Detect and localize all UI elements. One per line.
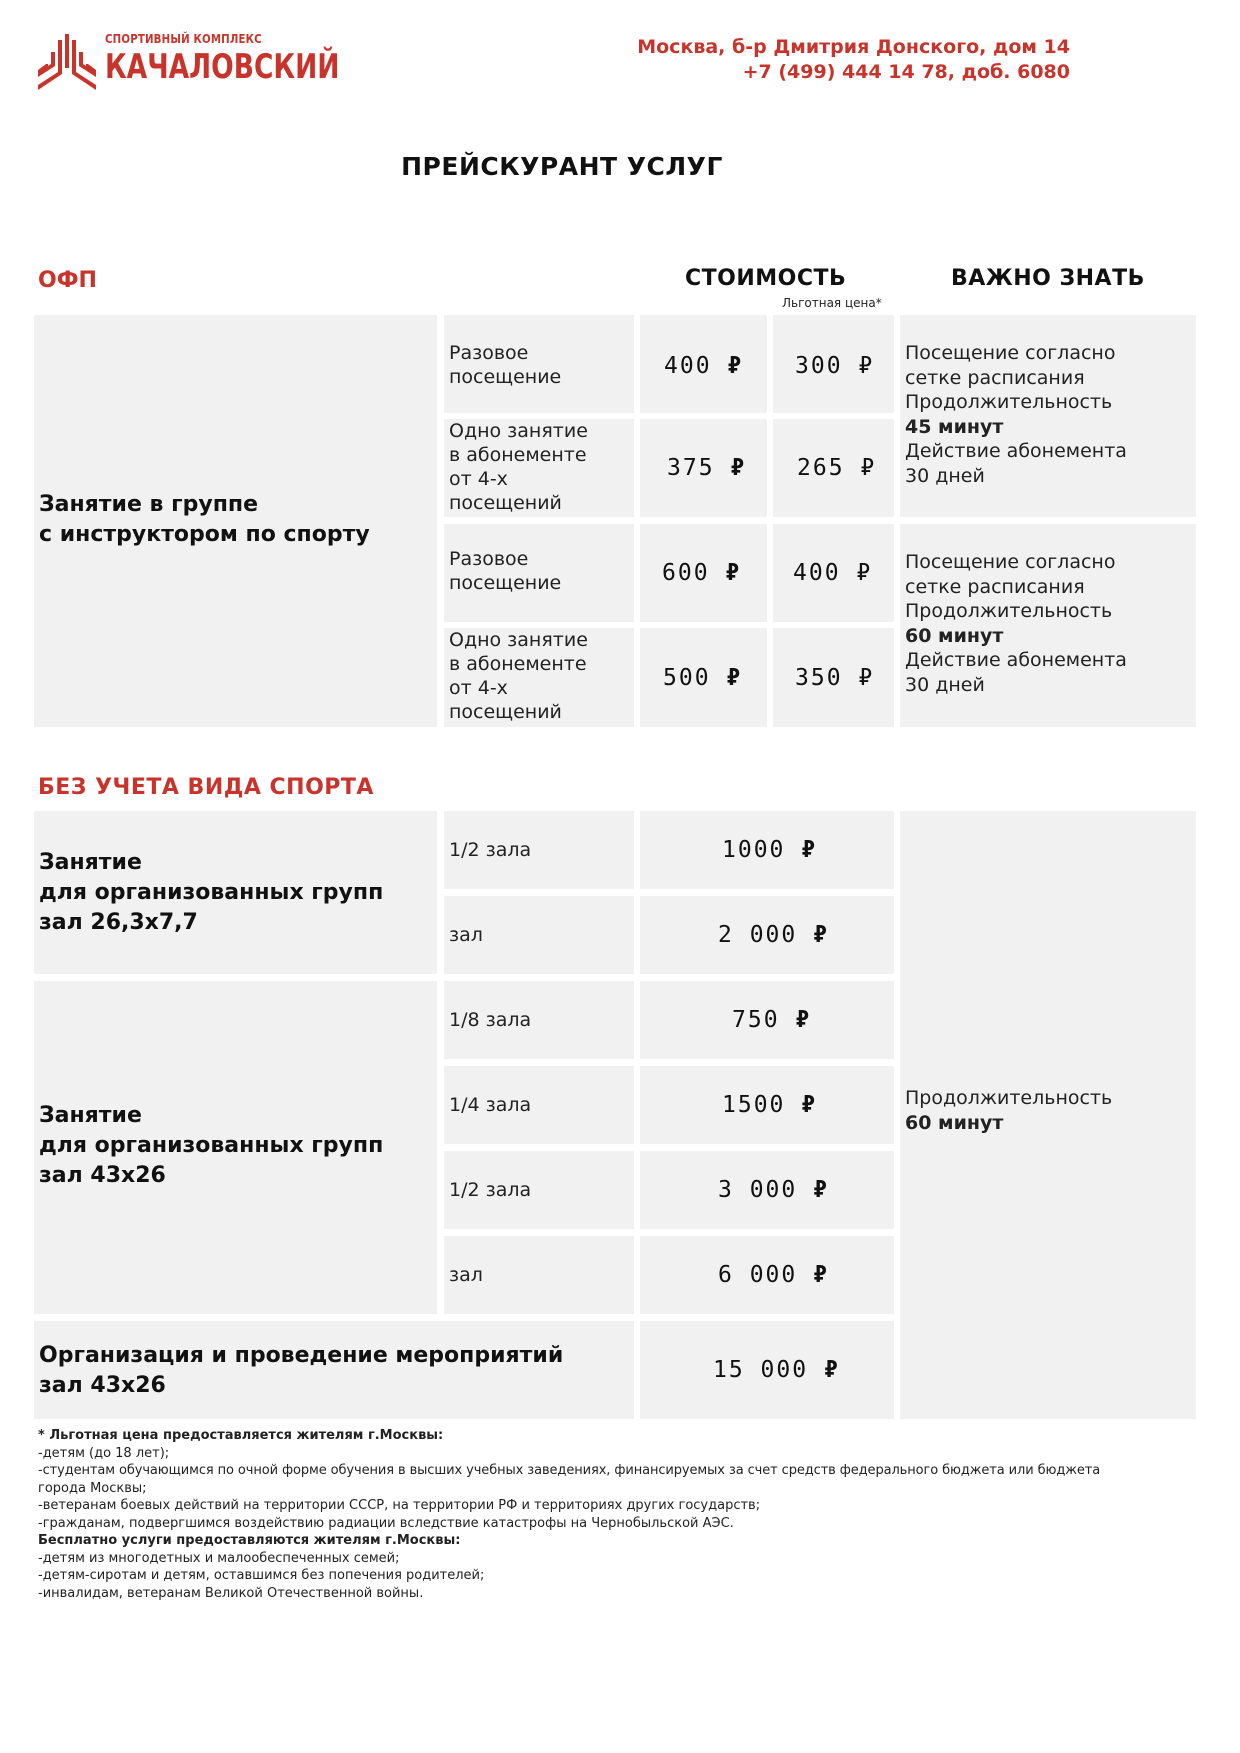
- ofp-row3-discount: 400: [793, 560, 841, 586]
- ofp-row4-price: 500: [663, 665, 711, 691]
- footnote-item: -гражданам, подвергшимся воздействию радиации вследствие катастрофы на Чернобыльской АЭС.: [38, 1515, 734, 1531]
- ofp-row2-label-cell: [444, 419, 634, 517]
- footnote-item: -детям (до 18 лет);: [38, 1445, 170, 1461]
- group1-line1: Занятие: [39, 850, 142, 875]
- general-info-duration: 60 минут: [905, 1111, 1004, 1134]
- column-cost-header: СТОИМОСТЬ: [685, 266, 847, 291]
- hall-row2-label: зал: [449, 924, 483, 946]
- ofp-info2-line1: Посещение согласно: [905, 551, 1116, 573]
- hall-row5-label: 1/2 зала: [449, 1179, 532, 1201]
- ofp-row3-label-cell: [444, 524, 634, 622]
- hall-row2-label-cell: [444, 896, 634, 974]
- group1-line3: зал 26,3х7,7: [39, 910, 198, 935]
- ofp-row4-discount-cell: [773, 628, 894, 727]
- hall-row3-label-cell: [444, 981, 634, 1059]
- ofp-row4-discount: 350: [795, 665, 843, 691]
- logo: [38, 32, 338, 94]
- hall-row3-label: 1/8 зала: [449, 1009, 532, 1031]
- event-line1: Организация и проведение мероприятий: [39, 1343, 564, 1368]
- ruble-icon: ₽: [801, 1092, 818, 1118]
- hall-row3-price-cell: [640, 981, 894, 1059]
- hall-row6-price-cell: [640, 1236, 894, 1314]
- ofp-row3-discount-cell: [773, 524, 894, 622]
- hall-row4-price-cell: [640, 1066, 894, 1144]
- ofp-info1-line3: Продолжительность: [905, 391, 1113, 413]
- ofp-row1-price: 400: [664, 353, 712, 379]
- group2-service-cell: [34, 981, 437, 1314]
- ofp-row2-label: Одно занятие в абонементе от 4-х посещений: [449, 420, 588, 514]
- section-ofp-title: ОФП: [38, 268, 97, 293]
- ofp-info2-line6: 30 дней: [905, 673, 985, 696]
- ofp-row2-price: 375: [667, 455, 715, 481]
- column-info-header: ВАЖНО ЗНАТЬ: [951, 266, 1145, 291]
- hall-row3-price: 750: [732, 1007, 780, 1033]
- ofp-row1-discount: 300: [795, 353, 843, 379]
- event-line2: зал 43х26: [39, 1373, 166, 1398]
- event-price-cell: [640, 1321, 894, 1419]
- ofp-info2-line2: сетке расписания: [905, 575, 1085, 598]
- logo-subtitle: СПОРТИВНЫЙ КОМПЛЕКС: [105, 32, 262, 46]
- ruble-icon: ₽: [858, 665, 875, 691]
- ofp-info2-line5: Действие абонемента: [905, 649, 1127, 671]
- ofp-info1-line2: сетке расписания: [905, 366, 1085, 389]
- hall-row5-price: 3 000: [718, 1177, 798, 1203]
- ofp-row2-discount-cell: [773, 419, 894, 517]
- hall-row1-price-cell: [640, 811, 894, 889]
- ofp-row3-price: 600: [662, 560, 710, 586]
- ofp-info1-cell: [900, 315, 1196, 517]
- hall-row1-label: 1/2 зала: [449, 839, 532, 861]
- ruble-icon: ₽: [813, 1262, 829, 1288]
- ofp-row1-price-cell: [640, 315, 767, 413]
- ruble-icon: ₽: [795, 1007, 812, 1033]
- footnotes: [38, 1427, 1208, 1602]
- footnote-item: -инвалидам, ветеранам Великой Отечественной войны.: [38, 1585, 424, 1601]
- hall-row2-price: 2 000: [718, 922, 798, 948]
- footnote-item: -детям-сиротам и детям, оставшимся без попечения родителей;: [38, 1568, 485, 1583]
- ofp-row4-price-cell: [640, 628, 767, 727]
- hall-row5-price-cell: [640, 1151, 894, 1229]
- ofp-service-line2: с инструктором по спорту: [39, 522, 370, 547]
- page-title: ПРЕЙСКУРАНТ УСЛУГ: [401, 152, 723, 181]
- ofp-info2-line3: Продолжительность: [905, 600, 1113, 622]
- group2-line2: для организованных групп: [39, 1133, 384, 1158]
- logo-emblem-icon: [38, 34, 96, 92]
- footnote-item: -студентам обучающимся по очной форме обучения в высших учебных заведениях, финансируемых за счет средств федерального бюджета или бюджета: [38, 1463, 1101, 1478]
- ofp-row1-discount-cell: [773, 315, 894, 413]
- phone: +7 (499) 444 14 78, доб. 6080: [742, 61, 1070, 83]
- ofp-service-line1: Занятие в группе: [39, 492, 259, 517]
- hall-row5-label-cell: [444, 1151, 634, 1229]
- ruble-icon: ₽: [727, 353, 744, 379]
- ofp-row2-price-cell: [640, 419, 767, 517]
- footnote-free-title: Бесплатно услуги предоставляются жителям г.Москвы:: [38, 1533, 461, 1548]
- ofp-row4-label-cell: [444, 628, 634, 727]
- group1-line2: для организованных групп: [39, 880, 384, 905]
- address: Москва, б-р Дмитрия Донского, дом 14: [637, 36, 1070, 58]
- ofp-info1-duration: 45 минут: [905, 415, 1004, 438]
- event-service-cell: [34, 1321, 634, 1419]
- ofp-info1-line5: Действие абонемента: [905, 440, 1127, 462]
- ruble-icon: ₽: [860, 455, 877, 481]
- hall-row6-label-cell: [444, 1236, 634, 1314]
- column-cost-note: Льготная цена*: [782, 296, 882, 310]
- group2-line3: зал 43х26: [39, 1163, 166, 1188]
- ofp-row1-label-cell: [444, 315, 634, 413]
- group2-line1: Занятие: [39, 1103, 142, 1128]
- general-info-cell: [900, 811, 1196, 1419]
- ruble-icon: ₽: [856, 560, 873, 586]
- ruble-icon: ₽: [730, 455, 747, 481]
- ofp-service-cell: [34, 315, 437, 727]
- footnote-item: -ветеранам боевых действий на территории СССР, на территории РФ и территориях других государств;: [38, 1498, 761, 1513]
- hall-row6-price: 6 000: [718, 1262, 798, 1288]
- section-general-title: БЕЗ УЧЕТА ВИДА СПОРТА: [38, 775, 374, 800]
- footnote-item: -детям из многодетных и малообеспеченных семей;: [38, 1550, 400, 1566]
- group1-service-cell: [34, 811, 437, 974]
- hall-row4-label: 1/4 зала: [449, 1094, 532, 1116]
- ofp-info1-line6: 30 дней: [905, 464, 985, 487]
- hall-row1-price: 1000: [722, 837, 786, 863]
- hall-row6-label: зал: [449, 1264, 483, 1286]
- footnote-item: города Москвы;: [38, 1480, 147, 1496]
- hall-row4-label-cell: [444, 1066, 634, 1144]
- general-info-line1: Продолжительность: [905, 1087, 1113, 1109]
- ruble-icon: ₽: [801, 837, 818, 863]
- ofp-row3-price-cell: [640, 524, 767, 622]
- logo-title: КАЧАЛОВСКИЙ: [105, 47, 340, 87]
- footnote-discount-title: * Льготная цена предоставляется жителям г.Москвы:: [38, 1428, 444, 1443]
- ofp-info1-line1: Посещение согласно: [905, 342, 1116, 364]
- ruble-icon: ₽: [858, 353, 875, 379]
- ruble-icon: ₽: [813, 922, 829, 948]
- ofp-row1-label: Разовое посещение: [449, 342, 562, 388]
- ofp-row2-discount: 265: [797, 455, 845, 481]
- ruble-icon: ₽: [823, 1357, 840, 1383]
- ofp-row3-label: Разовое посещение: [449, 548, 562, 594]
- hall-row4-price: 1500: [722, 1092, 786, 1118]
- hall-row2-price-cell: [640, 896, 894, 974]
- ruble-icon: ₽: [726, 665, 743, 691]
- ruble-icon: ₽: [813, 1177, 829, 1203]
- ruble-icon: ₽: [725, 560, 742, 586]
- hall-row1-label-cell: [444, 811, 634, 889]
- ofp-row4-label: Одно занятие в абонементе от 4-х посещений: [449, 629, 588, 723]
- ofp-info2-duration: 60 минут: [905, 624, 1004, 647]
- ofp-info2-cell: [900, 524, 1196, 727]
- event-price: 15 000: [713, 1357, 809, 1383]
